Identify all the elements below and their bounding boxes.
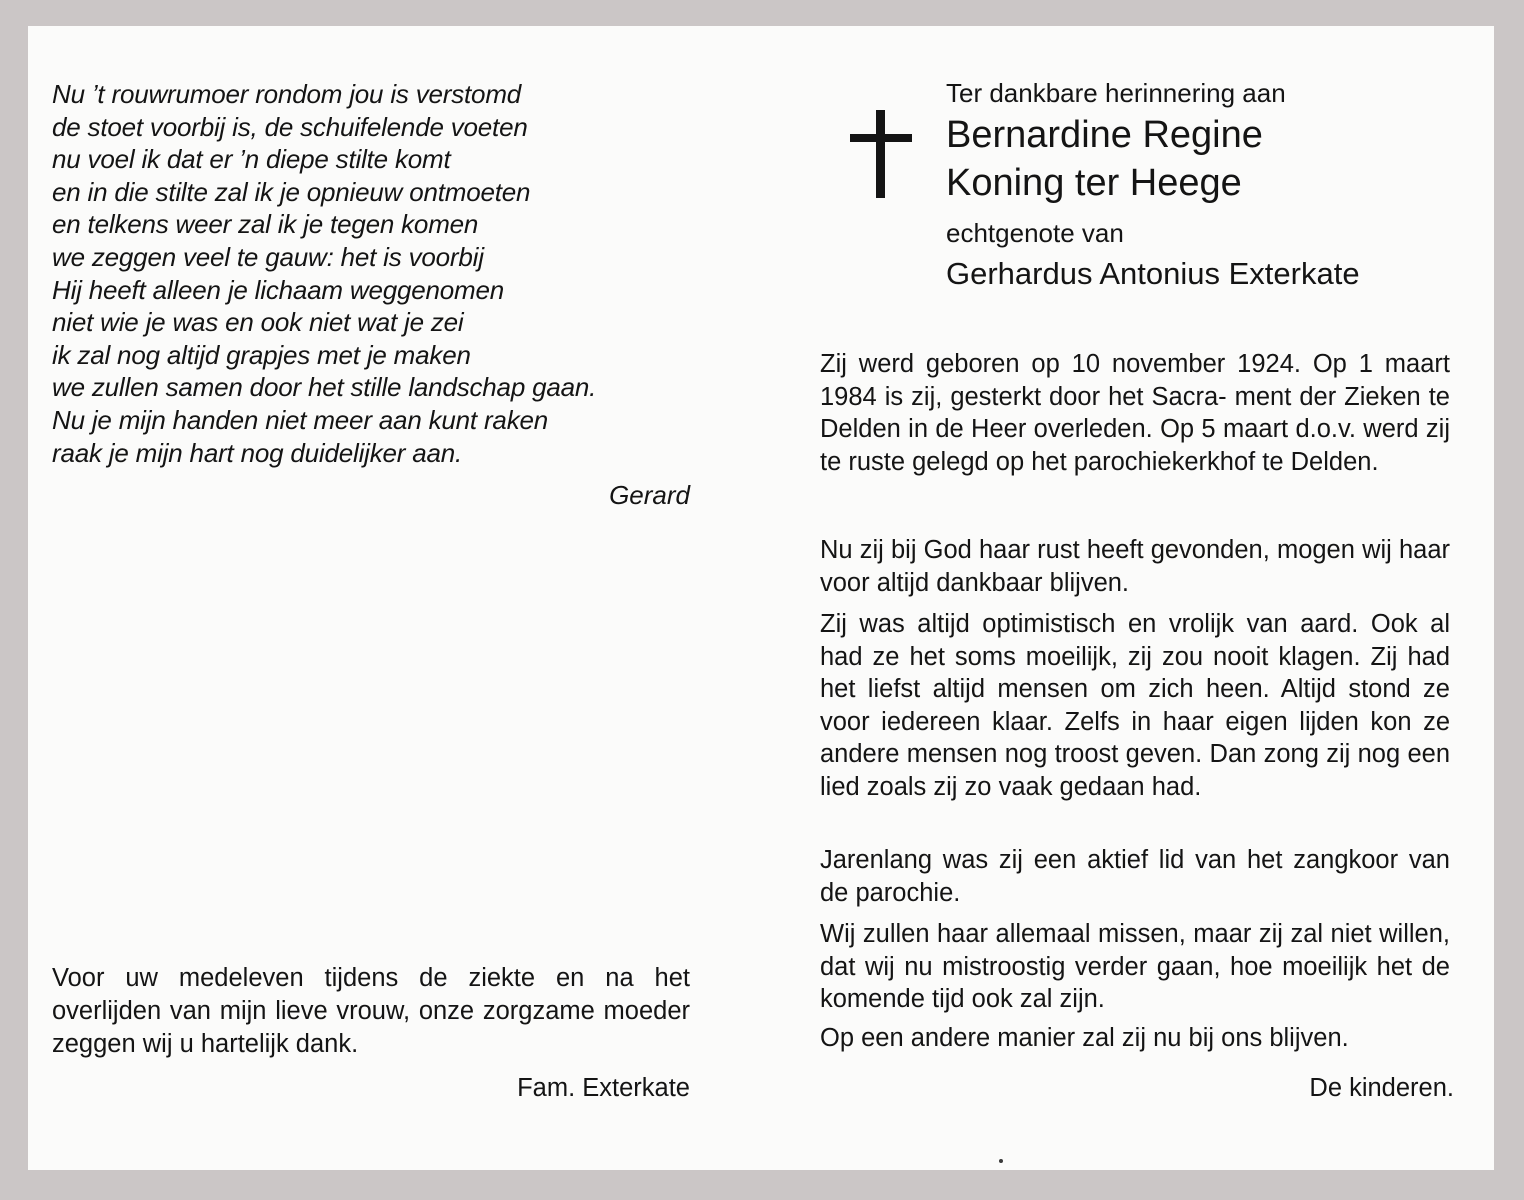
thanks-text: Voor uw medeleven tijdens de ziekte en na het overlijden van mijn lieve vrouw, onze zorgzame moeder zeggen wij u hartelijk dank. (52, 964, 690, 1058)
memorial-card (28, 26, 1494, 1170)
poem-line: raak je mijn hart nog duidelijker aan. (52, 437, 463, 468)
poem (52, 78, 732, 469)
biography-paragraph: Wij zullen haar allemaal missen, maar zij zal niet willen, dat wij nu mistroostig verder gaan, hoe moeilijk het de komende tijd ook zal zijn. (820, 920, 1450, 1014)
spouse-name: Gerhardus Antonius Exterkate (946, 256, 1360, 291)
biography-paragraph: Nu zij bij God haar rust heeft gevonden, mogen wij haar voor altijd dankbaar blijven. (820, 536, 1450, 597)
poem-line: Nu ’t rouwrumoer rondom jou is verstomd (52, 79, 522, 109)
poem-line: Hij heeft alleen je lichaam weggenomen (52, 274, 505, 305)
poem-line: niet wie je was en ook niet wat je zei (52, 307, 464, 338)
biography-paragraph: Zij werd geboren op 10 november 1924. Op 1 maart 1984 is zij, gesterkt door het Sacra- ment der Zieken te Delden in de Heer overleden. Op 5 maart d.o.v. werd zij te ruste gelegd op het parochiekerkhof te Delden. (820, 350, 1450, 476)
poem-line: en in die stilte zal ik je opnieuw ontmoeten (52, 176, 531, 207)
poem-line: we zeggen veel te gauw: het is voorbij (52, 241, 484, 272)
deceased-name-last: Koning ter Heege (946, 162, 1242, 204)
poem-line: en telkens weer zal ik je tegen komen (52, 209, 479, 240)
spouse-label: echtgenote van (946, 218, 1124, 248)
poem-line: nu voel ik dat er ’n diepe stilte komt (52, 144, 451, 175)
biography-paragraph: Jarenlang was zij een aktief lid van het zangkoor van de parochie. (820, 846, 1450, 907)
poem-line: we zullen samen door het stille landschap gaan. (52, 372, 597, 403)
deceased-name-first: Bernardine Regine (946, 114, 1263, 156)
thanks-signature: Fam. Exterkate (517, 1074, 690, 1102)
memorial-intro: Ter dankbare herinnering aan (946, 78, 1286, 108)
poem-line: ik zal nog altijd grapjes met je maken (52, 339, 471, 370)
latin-cross-icon (850, 110, 912, 198)
children-signature: De kinderen. (1309, 1074, 1454, 1102)
poem-line: de stoet voorbij is, de schuifelende voeten (52, 111, 528, 142)
biography-paragraph: Zij was altijd optimistisch en vrolijk van aard. Ook al had ze het soms moeilijk, zij zou nooit klagen. Zij had het liefst altijd mensen om zich heen. Altijd stond ze voor iedereen klaar. Zelfs in haar eigen lijden kon ze andere mensen nog troost geven. Dan zong zij nog een lied zoals zij zo vaak gedaan had. (820, 610, 1450, 801)
poem-author: Gerard (609, 480, 690, 510)
print-speck (999, 1159, 1003, 1163)
poem-line: Nu je mijn handen niet meer aan kunt raken (52, 404, 549, 435)
biography-paragraph: Op een andere manier zal zij nu bij ons blijven. (820, 1024, 1349, 1052)
